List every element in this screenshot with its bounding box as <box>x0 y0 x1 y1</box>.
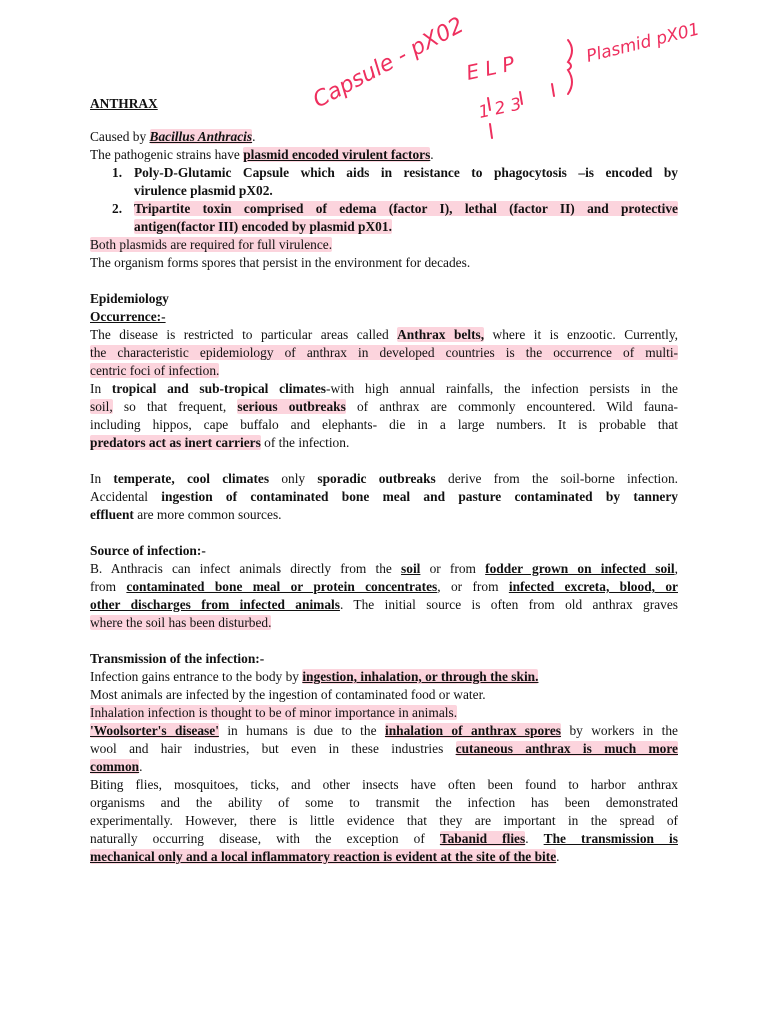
tropical-line-1: In tropical and sub-tropical climates-with high annual rainfalls, the infection persists in the <box>90 381 678 396</box>
source-line-2: from contaminated bone meal or protein concentrates, or from infected excreta, blood, or <box>90 579 678 594</box>
transmission-heading: Transmission of the infection:- <box>90 651 265 666</box>
list-item-1: Poly-D-Glutamic Capsule which aids in resistance to phagocytosis –is encoded by <box>134 165 678 180</box>
transmission-line-4: 'Woolsorter's disease' in humans is due to the inhalation of anthrax spores by workers in the <box>90 723 679 738</box>
transmission-line-1: Infection gains entrance to the body by ingestion, inhalation, or through the skin. <box>90 669 539 684</box>
biting-line-4: naturally occurring disease, with the exception of Tabanid flies. The transmission is <box>90 831 678 846</box>
source-line-3: other discharges from infected animals. The initial source is often from old anthrax graves <box>90 597 678 612</box>
letters-note: E L P <box>464 51 517 85</box>
page-title: ANTHRAX <box>90 96 158 111</box>
occurrence-heading: Occurrence:- <box>90 309 166 324</box>
transmission-line-2: Most animals are infected by the ingestion of contaminated food or water. <box>90 687 486 702</box>
occurrence-line-1: The disease is restricted to particular areas called Anthrax belts, where it is enzootic. Currently, <box>90 327 678 342</box>
caused-by-line: Caused by Bacillus Anthracis. <box>90 129 256 144</box>
occurrence-line-3: centric foci of infection. <box>90 363 220 378</box>
biting-line-5: mechanical only and a local inflammatory reaction is evident at the site of the bite. <box>90 849 560 864</box>
numbers-note: 1 2 3 <box>476 94 524 123</box>
epidemiology-heading: Epidemiology <box>90 291 169 306</box>
temperate-line-3: effluent are more common sources. <box>90 507 282 522</box>
capsule-note: Capsule - pX02 <box>309 12 469 114</box>
occurrence-line-2: the characteristic epidemiology of anthrax in developed countries is the occurrence of multi- <box>90 345 678 360</box>
biting-line-2: organisms and the ability of some to transmit the infection has been demonstrated <box>90 795 678 810</box>
tropical-line-2: soil, so that frequent, serious outbreaks of anthrax are commonly encountered. Wild fauna- <box>90 399 678 414</box>
biting-line-1: Biting flies, mosquitoes, ticks, and other insects have often been found to harbor anthrax <box>90 777 678 792</box>
plasmid-note: Plasmid pX01 <box>584 19 702 67</box>
biting-line-3: experimentally. However, there is little evidence that they are important in the spread of <box>90 813 678 828</box>
list-number-2: 2. <box>112 201 123 216</box>
source-line-4: where the soil has been disturbed. <box>90 615 272 630</box>
tropical-line-4: predators act as inert carriers of the infection. <box>90 435 350 450</box>
transmission-line-3: Inhalation infection is thought to be of minor importance in animals. <box>90 705 458 720</box>
source-heading: Source of infection:- <box>90 543 206 558</box>
transmission-line-5: wool and hair industries, but even in these industries cutaneous anthrax is much more <box>90 741 678 756</box>
source-line-1: B. Anthracis can infect animals directly from the soil or from fodder grown on infected soil, <box>90 561 678 576</box>
temperate-line-2: Accidental ingestion of contaminated bone meal and pasture contaminated by tannery <box>90 489 679 504</box>
spores-line: The organism forms spores that persist in the environment for decades. <box>90 255 471 270</box>
both-plasmids-line: Both plasmids are required for full virulence. <box>90 237 333 252</box>
transmission-line-6: common. <box>90 759 143 774</box>
list-item-1-cont: virulence plasmid pX02. <box>134 183 273 198</box>
tropical-line-3: including hippos, cape buffalo and elephants- die in a large numbers. It is probable that <box>90 417 678 432</box>
temperate-line-1: In temperate, cool climates only sporadic outbreaks derive from the soil-borne infection. <box>90 471 678 486</box>
bacillus-name: Bacillus Anthracis <box>149 129 253 144</box>
strains-line: The pathogenic strains have plasmid encoded virulent factors. <box>90 147 434 162</box>
list-item-2-cont: antigen(factor III) encoded by plasmid pX01. <box>134 219 392 234</box>
list-number-1: 1. <box>112 165 123 180</box>
list-item-2: Tripartite toxin comprised of edema (factor I), lethal (factor II) and protective <box>134 201 678 216</box>
document-page <box>90 0 678 1024</box>
